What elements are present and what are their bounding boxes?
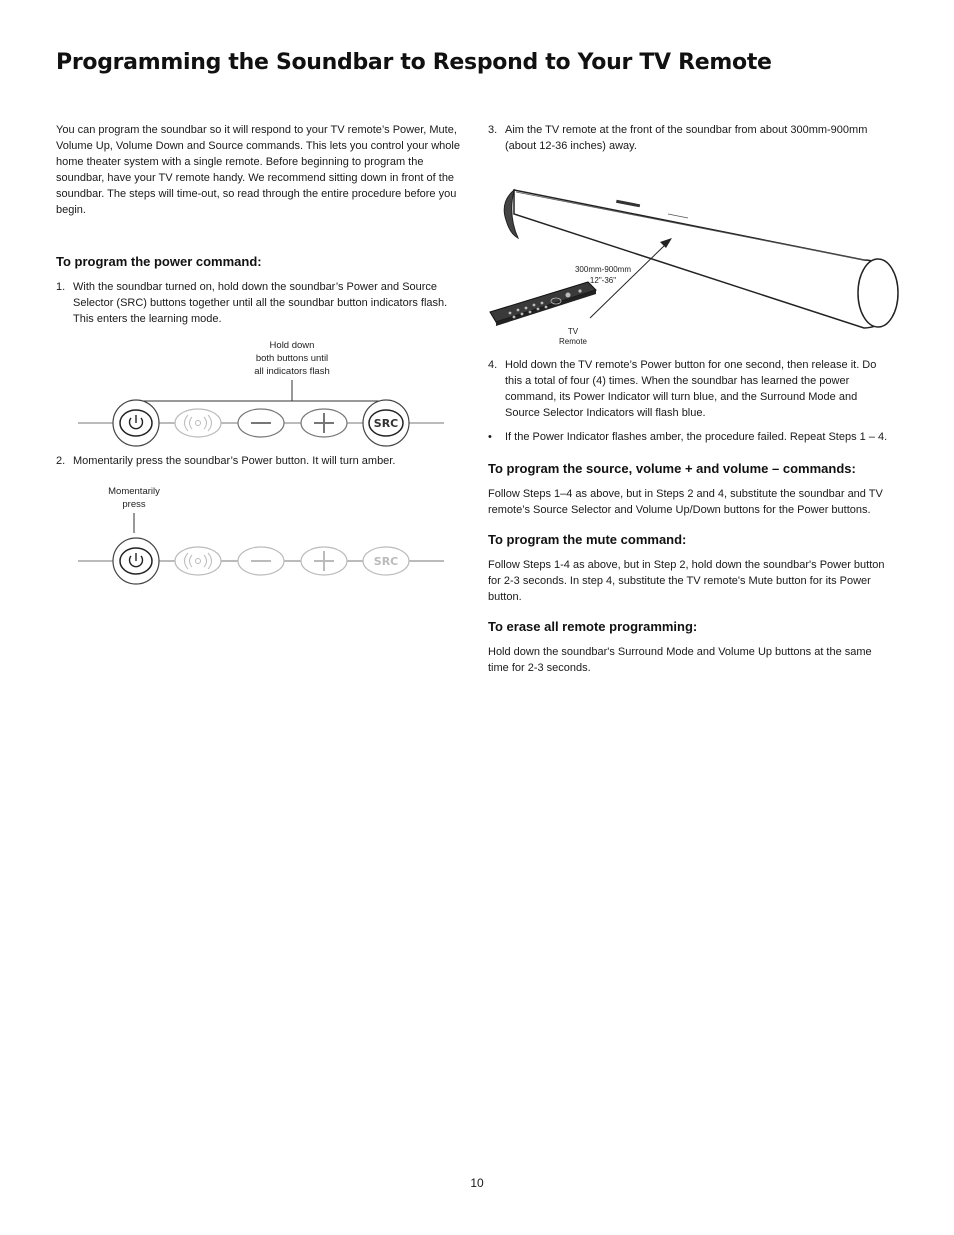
soundbar-illustration: [504, 190, 898, 328]
step-number: 3.: [488, 124, 498, 136]
source-section-heading: To program the source, volume + and volume – commands:: [488, 461, 856, 476]
step-1: [56, 279, 466, 327]
button-panel-figure-hold: [56, 333, 466, 443]
failure-note-text: If the Power Indicator flashes amber, the procedure failed. Repeat Steps 1 – 4.: [505, 431, 888, 443]
erase-section-heading: To erase all remote programming:: [488, 619, 698, 634]
failure-note: [488, 429, 894, 445]
mute-section-text: Follow Steps 1-4 as above, but in Step 2, hold down the soundbar's Power button for 2-3 seconds. In step 4, substitute the TV remote's Mute button for its Power button.: [488, 559, 885, 603]
press-callout: Momentarily press: [108, 486, 160, 510]
page-number: 10: [470, 1176, 484, 1190]
src-button[interactable]: [363, 547, 409, 575]
step-number: 4.: [488, 359, 498, 371]
tv-remote-illustration: [490, 282, 596, 326]
surround-button[interactable]: [175, 547, 221, 575]
soundbar-remote-svg: [488, 164, 894, 346]
step-3: [488, 122, 894, 154]
volume-up-button[interactable]: [301, 409, 347, 437]
src-button-label: SRC: [373, 555, 399, 568]
power-section-heading: To program the power command:: [56, 254, 262, 269]
mute-section-heading: To program the mute command:: [488, 532, 687, 547]
step-text: Hold down the TV remote’s Power button for one second, then release it. Do this a total of four (4) times. When the soundbar has learned the power command, its Power Indicator will turn blue, and the Surround Mode and Source Selector Indicators will flash blue.: [505, 359, 877, 419]
right-column: [488, 122, 894, 690]
distance-label: 300mm-900mm: [574, 265, 632, 274]
step-text: Momentarily press the soundbar’s Power button. It will turn amber.: [73, 455, 396, 467]
volume-down-button[interactable]: [238, 547, 284, 575]
step-text: With the soundbar turned on, hold down the soundbar’s Power and Source Selector (SRC) buttons together until all the soundbar button indicators flash. This enters the learning mode.: [73, 281, 448, 325]
remote-label-tv: TV: [567, 327, 579, 336]
power-button[interactable]: [113, 400, 159, 446]
step-4: [488, 357, 894, 421]
src-button[interactable]: [363, 400, 409, 446]
erase-section-text: Hold down the soundbar's Surround Mode and Volume Up buttons at the same time for 2-3 seconds.: [488, 646, 872, 674]
soundbar-remote-figure: [488, 164, 894, 346]
page-title: Programming the Soundbar to Respond to Your TV Remote: [56, 50, 772, 75]
src-button-label: SRC: [373, 417, 399, 430]
button-panel-svg-2: [56, 475, 466, 585]
remote-label-remote: Remote: [558, 337, 588, 346]
step-number: 1.: [56, 281, 66, 293]
bullet-mark: •: [488, 431, 492, 443]
volume-up-button[interactable]: [301, 547, 347, 575]
intro-paragraph: You can program the soundbar so it will respond to your TV remote’s Power, Mute, Volume Up, Volume Down and Source commands. This lets you control your whole home theater system with a single remote. Before beginning to program the soundbar, have your TV remote handy. We recommend sitting down in front of the soundbar. The steps will time-out, so read through the entire procedure before you begin.: [56, 124, 460, 216]
distance-label-inches: 12"-36": [589, 276, 617, 285]
step-text: Aim the TV remote at the front of the soundbar from about 300mm-900mm (about 12-36 inches) away.: [505, 124, 868, 152]
left-column: [56, 122, 466, 585]
volume-down-button[interactable]: [238, 409, 284, 437]
source-section-text: Follow Steps 1–4 as above, but in Steps 2 and 4, substitute the soundbar and TV remote’s Source Selector and Volume Up/Down buttons for the Power buttons.: [488, 488, 883, 516]
surround-button[interactable]: [175, 409, 221, 437]
hold-callout: Hold down both buttons until all indicators flash: [254, 340, 330, 377]
button-panel-figure-press: [56, 475, 466, 585]
button-panel-svg: [56, 333, 466, 443]
step-2: [56, 453, 466, 469]
step-number: 2.: [56, 455, 66, 467]
power-button[interactable]: [113, 538, 159, 584]
